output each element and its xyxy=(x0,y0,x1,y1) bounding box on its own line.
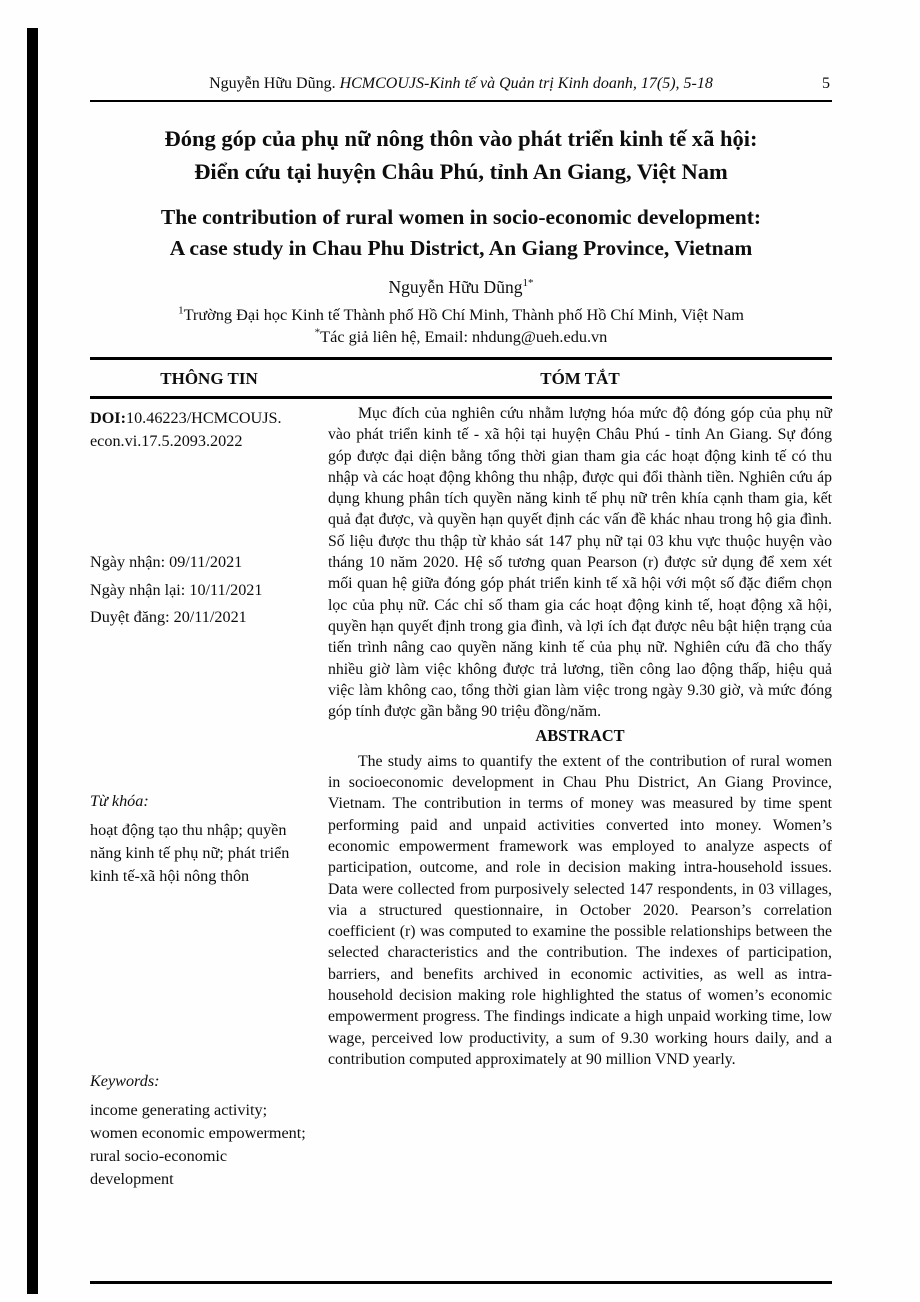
abstract-vietnamese: Mục đích của nghiên cứu nhằm lượng hóa mức độ đóng góp của phụ nữ vào phát triển kinh tế - xã hội tại huyện Châu Phú - tỉnh An Giang. Sự đóng góp được đại diện bằng tổng thời gian tham gia các hoạt động kinh tế có thu nhập và các hoạt động không thu nhập, được qui đổi thành tiền. Nghiên cứu áp dụng khung phân tích quyền năng kinh tế phụ nữ trên khía cạnh tham gia, kết quả đạt được, và quyền hạn quyết định các vấn đề khác nhau trong hộ gia đình. Số liệu được thu thập từ khảo sát 147 phụ nữ tại 03 khu vực thuộc huyện vào tháng 10 năm 2020. Hệ số tương quan Pearson (r) được sử dụng để xem xét mối quan hệ giữa đóng góp phát triển kinh tế xã hội với một số đặc điểm chọn lọc của phụ nữ. Các chỉ số tham gia các hoạt động kinh tế, hoạt động xã hội, quyền hạn quyết định trong gia đình, và lợi ích đạt được nêu bật hiện trạng của tiến trình nâng cao quyền năng kinh tế của phụ nữ. Nghiên cứu đã cho thấy nhiều giờ làm việc không được trả lương, tiền công lao động thấp, hiệu quả việc làm không cao, tổng thời gian làm việc trong ngày 9.30 giờ, và mức đóng góp tính được gần bằng 90 triệu đồng/năm. xyxy=(328,405,832,721)
title-vietnamese xyxy=(90,122,832,188)
affiliation-block xyxy=(90,304,832,348)
abstract-column-header: TÓM TẮT xyxy=(540,369,620,388)
title-en-line2: A case study in Chau Phu District, An Giang Province, Vietnam xyxy=(169,236,753,260)
keywords-vi-text: hoạt động tạo thu nhập; quyền năng kinh tế phụ nữ; phát triển kinh tế-xã hội nông thôn xyxy=(90,820,290,885)
table-body xyxy=(90,399,832,1191)
page-number: 5 xyxy=(822,75,830,92)
dates-block xyxy=(90,549,312,632)
info-column xyxy=(90,399,328,1191)
doi-block xyxy=(90,407,312,453)
scan-edge-artifact xyxy=(27,28,38,1294)
author-line xyxy=(90,276,832,298)
revised-date: Ngày nhận lại: 10/11/2021 xyxy=(90,580,263,599)
page-bottom-rule xyxy=(90,1281,832,1284)
contact-superscript: * xyxy=(314,326,321,339)
author-name: Nguyễn Hữu Dũng xyxy=(388,277,523,297)
title-vi-line1: Đóng góp của phụ nữ nông thôn vào phát triển kinh tế xã hội: xyxy=(164,126,758,151)
author-superscript: 1* xyxy=(522,277,534,290)
title-en-line1: The contribution of rural women in socio-economic development: xyxy=(160,205,762,229)
running-head-author: Nguyễn Hữu Dũng. xyxy=(209,75,340,92)
keywords-en-label: Keywords: xyxy=(90,1071,160,1090)
abstract-english: The study aims to quantify the extent of the contribution of rural women in socioeconomic development in Chau Phu District, An Giang Province, Vietnam. The contribution in terms of money was measured by time spent performing paid and unpaid activities converted into money. Women’s economic empowerment framework was employed to analyze aspects of participation, outcome, and role in decision making intra-household issues. Data were collected from purposively selected 147 respondents, in 03 villages, via a structured questionnaire, in October 2020. Pearson’s correlation coefficient (r) was computed to examine the possible relationships between the selected characteristics and the contribution. The indexes of participation, barriers, and benefits archived in economic activities, as well as intra-household decision making role highlighted the status of women’s economic empowerment progress. The findings indicate a high unpaid working time, low wage, perceived low productivity, a sum of 9.30 working hours daily, and a contribution computed approximately at 90 million VND yearly. xyxy=(328,752,832,1068)
abstract-column xyxy=(328,399,832,1191)
title-vi-line2: Điển cứu tại huyện Châu Phú, tỉnh An Giang, Việt Nam xyxy=(194,159,728,184)
info-column-header: THÔNG TIN xyxy=(160,369,258,388)
received-date: Ngày nhận: 09/11/2021 xyxy=(90,553,243,571)
page-content xyxy=(90,74,832,1191)
title-english xyxy=(90,202,832,264)
abstract-english-header: ABSTRACT xyxy=(535,726,625,746)
accepted-date: Duyệt đăng: 20/11/2021 xyxy=(90,608,247,626)
running-head xyxy=(90,74,832,94)
header-divider-rule xyxy=(90,100,832,102)
table-header-row xyxy=(90,360,832,396)
doi-value-line1: 10.46223/HCMCOUJS. xyxy=(125,409,282,427)
keywords-en-text: income generating activity; women economic empowerment; rural socio-economic development xyxy=(90,1100,306,1188)
running-head-journal: HCMCOUJS-Kinh tế và Quản trị Kinh doanh, 17(5), 5-18 xyxy=(339,75,713,92)
affiliation-line xyxy=(90,304,832,326)
affiliation-text: Trường Đại học Kinh tế Thành phố Hồ Chí Minh, Thành phố Hồ Chí Minh, Việt Nam xyxy=(183,305,744,324)
contact-text: Tác giả liên hệ, Email: nhdung@ueh.edu.vn xyxy=(320,327,608,346)
doi-label: DOI: xyxy=(90,409,126,427)
affiliation-superscript: 1 xyxy=(178,304,184,317)
doi-value-line2: econ.vi.17.5.2093.2022 xyxy=(90,432,243,450)
keywords-vi-label: Từ khóa: xyxy=(90,791,149,810)
contact-line xyxy=(90,326,832,348)
